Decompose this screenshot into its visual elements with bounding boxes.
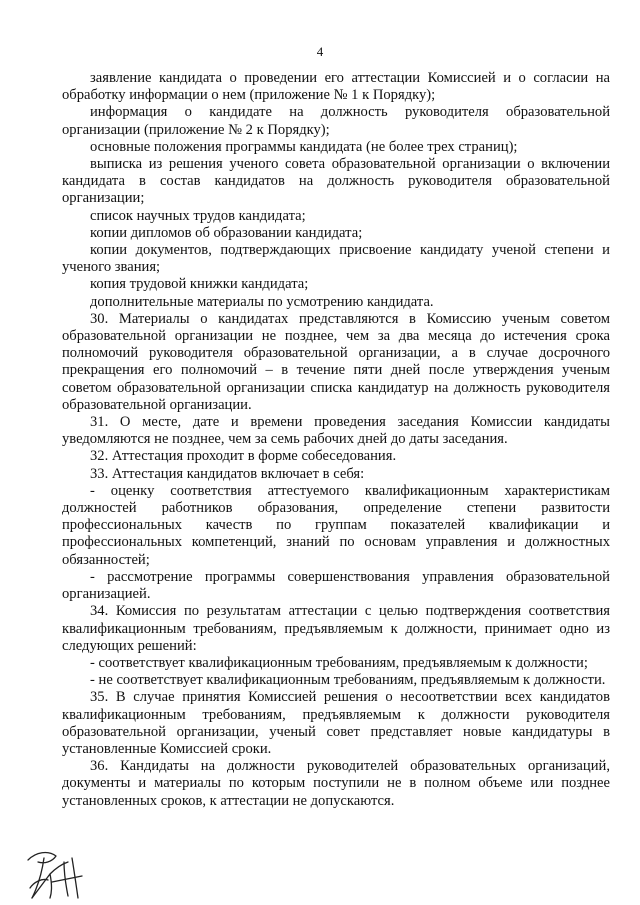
paragraph-item-32: 32. Аттестация проходит в форме собеседования. — [90, 448, 397, 465]
paragraph-item-34-noncompliant: - не соответствует квалификационным требованиям, предъявляемым к должности. — [90, 672, 606, 689]
paragraph-scientific-works: список научных трудов кандидата; — [90, 207, 306, 224]
page-number: 4 — [316, 44, 324, 59]
paragraph-program: основные положения программы кандидата (не более трех страниц); — [90, 138, 518, 155]
paragraph-application: заявление кандидата о проведении его аттестации Комиссией и о согласии на обработку информации о нем (приложение № 1 к Порядку); — [62, 70, 610, 104]
paragraph-additional-materials: дополнительные материалы по усмотрению кандидата. — [90, 293, 434, 310]
paragraph-item-36: 36. Кандидаты на должности руководителей образовательных организаций, документы и материалы по которым поступили не в полном объеме или позднее установленных сроков, к аттестации не допускаются. — [62, 758, 610, 809]
paragraph-item-35: 35. В случае принятия Комиссией решения о несоответствии всех кандидатов квалификационным требованиям, предъявляемым к должности руководителя образовательной организации, ученый совет представляет новые кандидатуры в установленные Комиссией сроки. — [62, 689, 610, 757]
paragraph-item-31: 31. О месте, дате и времени проведения заседания Комиссии кандидаты уведомляются не позднее, чем за семь рабочих дней до даты заседания. — [62, 414, 610, 448]
paragraph-item-34: 34. Комиссия по результатам аттестации с целью подтверждения соответствия квалификационным требованиям, предъявляемым к должности, принимает одно из следующих решений: — [62, 603, 610, 654]
paragraph-degree-documents: копии документов, подтверждающих присвоение кандидату ученой степени и ученого звания; — [62, 242, 610, 276]
paragraph-item-34-compliant: - соответствует квалификационным требованиям, предъявляемым к должности; — [90, 654, 588, 671]
paragraph-candidate-info: информация о кандидате на должность руководителя образовательной организации (приложение № 2 к Порядку); — [62, 104, 610, 138]
document-body — [62, 70, 610, 810]
paragraph-diplomas: копии дипломов об образовании кандидата; — [90, 224, 363, 241]
paragraph-council-extract: выписка из решения ученого совета образовательной организации о включении кандидата в состав кандидатов на должность руководителя образовательной организации; — [62, 156, 610, 207]
paragraph-item-33-program-review: - рассмотрение программы совершенствования управления образовательной организацией. — [62, 568, 610, 603]
handwritten-initials-signature — [22, 838, 94, 902]
paragraph-work-book: копия трудовой книжки кандидата; — [90, 276, 309, 293]
paragraph-item-33: 33. Аттестация кандидатов включает в себя: — [90, 465, 365, 482]
paragraph-item-30: 30. Материалы о кандидатах представляются в Комиссию ученым советом образовательной организации не позднее, чем за два месяца до истечения срока полномочий руководителя образовательной организации, а в случае досрочного прекращения его полномочий – в течение пяти дней после утверждения ученым советом образовательной организации списка кандидатур на должность руководителя образовательной организации. — [62, 310, 610, 413]
paragraph-item-33-assessment: - оценку соответствия аттестуемого квалификационным характеристикам должностей работников образования, определение степени развитости профессиональных качеств по группам показателей квалификации и профессиональных компетенций, знаний по основам управления и должностных обязанностей; — [62, 482, 610, 568]
